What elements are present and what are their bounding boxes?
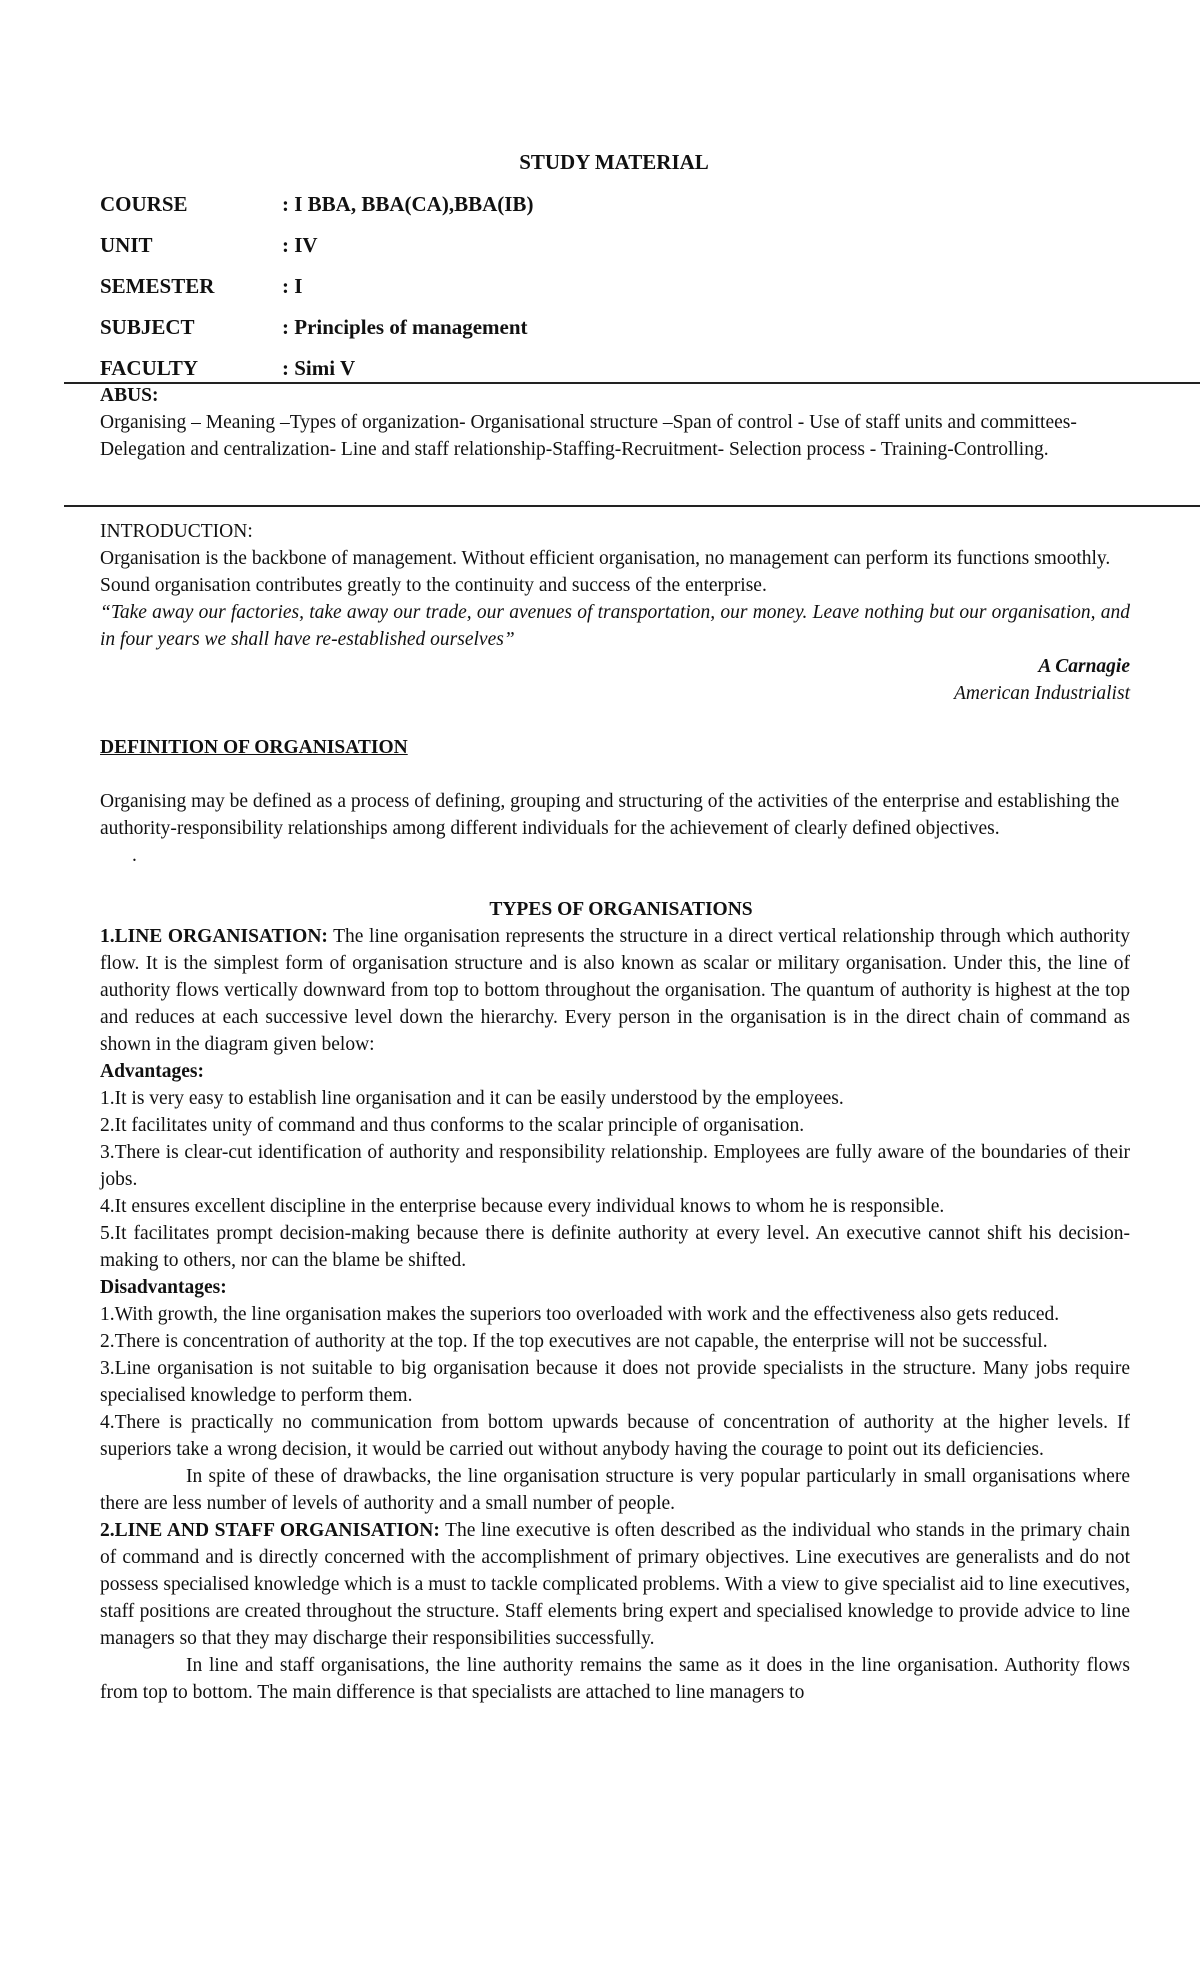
types-heading: TYPES OF ORGANISATIONS	[489, 899, 753, 920]
introduction-text: Organisation is the backbone of management. Without efficient organisation, no management can perform its functions smoothly. Sound organisation contributes greatly to the continuity and success of the enterprise.	[100, 548, 1111, 596]
quote-author-role: American Industrialist	[953, 683, 1130, 704]
meta-subject-label: SUBJECT	[100, 315, 195, 339]
advantage-item: 2.It facilitates unity of command and thus conforms to the scalar principle of organisation.	[100, 1115, 805, 1136]
meta-subject-value: : Principles of management	[282, 315, 528, 339]
line-staff-title: 2.LINE AND STAFF ORGANISATION:	[100, 1520, 440, 1541]
meta-faculty-label: FACULTY	[100, 356, 199, 380]
disadvantage-item: 1.With growth, the line organisation makes the superiors too overloaded with work and the effectiveness also gets reduced.	[100, 1304, 1060, 1325]
quote-author: A Carnagie	[1038, 656, 1130, 677]
advantage-item: 3.There is clear-cut identification of authority and responsibility relationship. Employees are fully aware of the boundaries of their jobs.	[100, 1142, 1130, 1190]
line-staff-text: The line executive is often described as the individual who stands in the primary chain of command and is directly concerned with the accomplishment of primary objectives. Line executives are generalists and do not possess specialised knowledge which is a must to tackle complicated problems. With a view to give specialist aid to line executives, staff positions are created throughout the structure. Staff elements bring expert and specialised knowledge to provide advice to line managers so that they may discharge their responsibilities successfully.	[100, 1520, 1130, 1649]
meta-unit-label: UNIT	[100, 233, 153, 257]
meta-course-value: : I BBA, BBA(CA),BBA(IB)	[282, 192, 534, 216]
advantage-item: 5.It facilitates prompt decision-making because there is definite authority at every level. An executive cannot shift his decision-making to others, nor can the blame be shifted.	[100, 1223, 1130, 1271]
line-org-paragraph	[100, 923, 1130, 1058]
disadvantages-heading: Disadvantages:	[100, 1277, 227, 1298]
meta-unit-value: : IV	[282, 233, 318, 257]
line-staff-paragraph-2: In line and staff organisations, the line authority remains the same as it does in the line organisation. Authority flows from top to bottom. The main difference is that specialists are attached to line managers to	[100, 1655, 1130, 1703]
advantage-item: 1.It is very easy to establish line organisation and it can be easily understood by the employees.	[100, 1088, 844, 1109]
definition-dot: .	[132, 845, 137, 866]
advantages-heading: Advantages:	[100, 1061, 205, 1082]
meta-faculty-value: : Simi V	[282, 356, 356, 380]
definition-text: Organising may be defined as a process of defining, grouping and structuring of the activities of the enterprise and establishing the authority-responsibility relationships among different individuals for the achievement of clearly defined objectives.	[100, 791, 1120, 839]
meta-semester-label: SEMESTER	[100, 274, 215, 298]
syllabus-label: ABUS:	[100, 385, 159, 406]
syllabus-section	[100, 382, 1130, 463]
syllabus-text: Organising – Meaning –Types of organization- Organisational structure –Span of control - Use of staff units and committees- Delegation and centralization- Line and staff relationship-Staffing-Recruitment- Selection process - Training-Controlling.	[100, 412, 1077, 460]
introduction-heading: INTRODUCTION:	[100, 521, 253, 542]
disadvantage-item: 2.There is concentration of authority at the top. If the top executives are not capable, the enterprise will not be successful.	[100, 1331, 1048, 1352]
introduction-section	[100, 518, 1130, 707]
line-org-text: The line organisation represents the structure in a direct vertical relationship through which authority flow. It is the simplest form of organisation structure and is also known as scalar or military organisation. Under this, the line of authority flows vertically downward from top to bottom throughout the organisation. The quantum of authority is highest at the top and reduces at each successive level down the hierarchy. Every person in the organisation is in the direct chain of command as shown in the diagram given below:	[100, 926, 1130, 1055]
definition-heading: DEFINITION OF ORGANISATION	[100, 737, 408, 758]
line-org-title: 1.LINE ORGANISATION:	[100, 926, 328, 947]
disadvantage-item: 4.There is practically no communication from bottom upwards because of concentration of authority at the higher levels. If superiors take a wrong decision, it would be carried out without anybody having the courage to point out its deficiencies.	[100, 1412, 1130, 1460]
line-org-conclusion: In spite of these of drawbacks, the line organisation structure is very popular particularly in small organisations where there are less number of levels of authority and a small number of people.	[100, 1466, 1130, 1514]
meta-semester-value: : I	[282, 274, 303, 298]
document-title: STUDY MATERIAL	[519, 150, 709, 174]
meta-course-label: COURSE	[100, 192, 188, 216]
disadvantage-item: 3.Line organisation is not suitable to big organisation because it does not provide specialists in the structure. Many jobs require specialised knowledge to perform them.	[100, 1358, 1130, 1406]
introduction-quote: “Take away our factories, take away our trade, our avenues of transportation, our money. Leave nothing but our organisation, and in four years we shall have re-established ourselves”	[100, 602, 1130, 650]
definition-section	[100, 734, 1130, 869]
advantage-item: 4.It ensures excellent discipline in the enterprise because every individual knows to whom he is responsible.	[100, 1196, 945, 1217]
line-staff-paragraph	[100, 1517, 1130, 1652]
types-section	[100, 896, 1130, 1706]
divider-bottom	[64, 505, 1200, 507]
